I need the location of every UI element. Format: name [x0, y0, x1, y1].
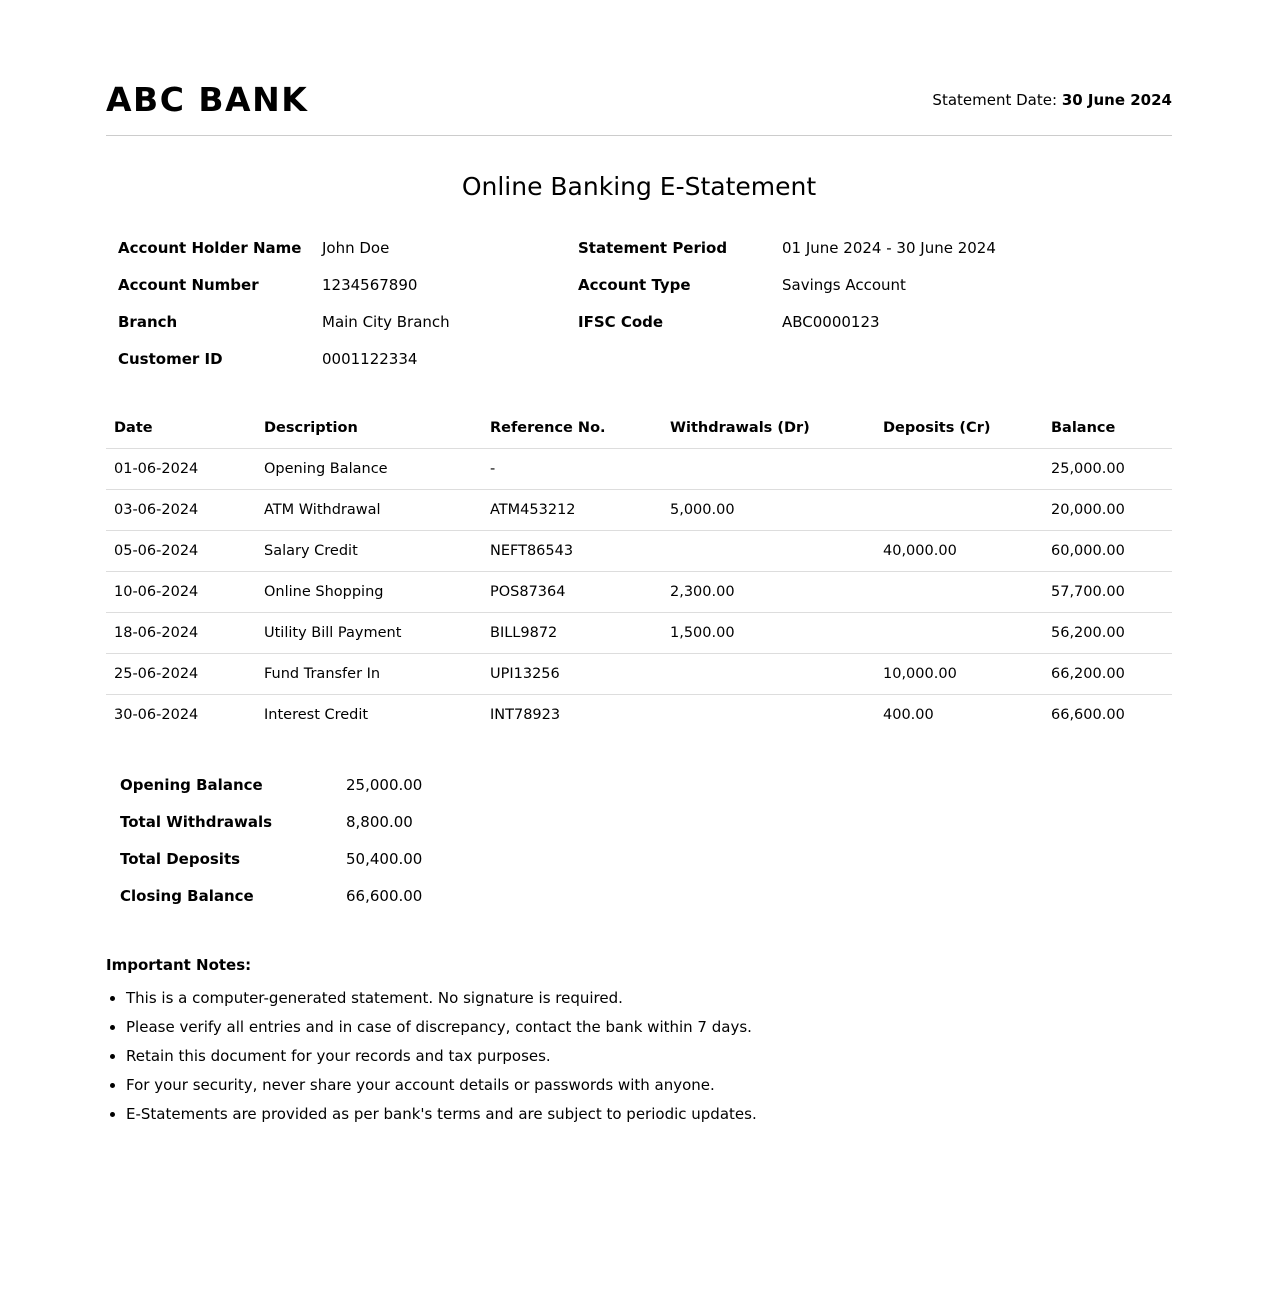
tx-description: ATM Withdrawal — [256, 490, 482, 531]
summary-deposits-value: 50,400.00 — [346, 849, 423, 868]
account-holder-label: Account Holder Name — [118, 238, 302, 257]
branch-label: Branch — [118, 312, 178, 331]
tx-withdrawal: 2,300.00 — [662, 572, 875, 613]
list-item: • Please verify all entries and in case of discrepancy, contact the bank within 7 days. — [126, 1013, 1172, 1042]
account-type-label: Account Type — [578, 275, 691, 294]
summary-opening-label: Opening Balance — [120, 775, 263, 794]
summary-row — [106, 877, 422, 914]
tx-reference: POS87364 — [482, 572, 662, 613]
statement-period-label: Statement Period — [578, 238, 728, 257]
tx-withdrawal: 1,500.00 — [662, 613, 875, 654]
tx-withdrawal: 5,000.00 — [662, 490, 875, 531]
column-header-deposits: Deposits (Cr) — [875, 408, 1043, 449]
tx-reference: INT78923 — [490, 707, 561, 723]
list-item: • Retain this document for your records and tax purposes. — [126, 1042, 1172, 1071]
transactions-table — [106, 408, 1172, 735]
statement-date — [932, 91, 1172, 109]
summary-opening-value: 25,000.00 — [346, 775, 423, 794]
tx-balance: 25,000.00 — [1043, 449, 1172, 490]
tx-date: 03-06-2024 — [106, 490, 256, 531]
tx-balance: 20,000.00 — [1043, 490, 1172, 531]
account-number-label: Account Number — [118, 275, 259, 294]
column-header-description: Description — [256, 408, 482, 449]
column-header-reference: Reference No. — [482, 408, 662, 449]
table-row — [106, 449, 1172, 490]
notes-title: Important Notes: — [106, 956, 252, 974]
summary-table — [106, 766, 422, 914]
statement-date-value: 30 June 2024 — [1061, 91, 1172, 109]
tx-reference: - — [482, 449, 662, 490]
table-row — [106, 695, 1172, 736]
summary-closing-value: 66,600.00 — [346, 886, 423, 905]
account-number-value: 1234567890 — [322, 275, 418, 294]
tx-withdrawal — [662, 531, 875, 572]
statement-page — [106, 0, 1172, 1129]
column-header-date: Date — [106, 408, 256, 449]
tx-reference: NEFT86543 — [482, 531, 662, 572]
tx-reference: ATM453212 — [482, 490, 662, 531]
account-info-row — [106, 340, 996, 377]
tx-withdrawal — [662, 695, 875, 736]
list-item: • For your security, never share your account details or passwords with anyone. — [126, 1071, 1172, 1100]
tx-date: 01-06-2024 — [106, 449, 256, 490]
ifsc-code-label: IFSC Code — [578, 312, 664, 331]
account-info-row — [106, 303, 996, 340]
summary-withdrawals-label: Total Withdrawals — [120, 812, 273, 831]
tx-date: 05-06-2024 — [106, 531, 256, 572]
ifsc-code-value: ABC0000123 — [782, 312, 880, 331]
tx-deposit: 10,000.00 — [875, 654, 1043, 695]
table-row — [106, 572, 1172, 613]
statement-header — [106, 80, 1172, 136]
tx-description: Opening Balance — [256, 449, 482, 490]
tx-deposit — [875, 613, 1043, 654]
table-row — [106, 613, 1172, 654]
tx-description: Fund Transfer In — [256, 654, 482, 695]
tx-description: Salary Credit — [256, 531, 482, 572]
list-item: • This is a computer-generated statement. No signature is required. — [126, 984, 1172, 1013]
account-info-row — [106, 266, 996, 303]
tx-date: 30-06-2024 — [114, 707, 199, 723]
tx-reference: UPI13256 — [482, 654, 662, 695]
list-item: • E-Statements are provided as per bank's terms and are subject to periodic updates. — [126, 1100, 1172, 1129]
notes-list — [106, 984, 1172, 1129]
account-type-value: Savings Account — [782, 275, 906, 294]
account-info-row — [106, 229, 996, 266]
statement-period-value: 01 June 2024 - 30 June 2024 — [782, 238, 996, 257]
tx-balance: 60,000.00 — [1043, 531, 1172, 572]
customer-id-label: Customer ID — [118, 349, 223, 368]
tx-reference: BILL9872 — [482, 613, 662, 654]
summary-deposits-label: Total Deposits — [120, 849, 241, 868]
tx-withdrawal — [662, 449, 875, 490]
tx-deposit — [875, 490, 1043, 531]
table-row — [106, 490, 1172, 531]
tx-description: Online Shopping — [256, 572, 482, 613]
tx-balance: 66,200.00 — [1043, 654, 1172, 695]
account-info-table — [106, 229, 996, 377]
tx-date: 18-06-2024 — [106, 613, 256, 654]
table-row — [106, 654, 1172, 695]
table-row — [106, 531, 1172, 572]
summary-row — [106, 766, 422, 803]
summary-closing-label: Closing Balance — [120, 886, 254, 905]
tx-balance: 57,700.00 — [1043, 572, 1172, 613]
tx-description: Utility Bill Payment — [256, 613, 482, 654]
tx-deposit: 400.00 — [883, 707, 934, 723]
column-header-withdrawals: Withdrawals (Dr) — [662, 408, 875, 449]
branch-value: Main City Branch — [322, 312, 450, 331]
summary-row — [106, 840, 422, 877]
tx-date: 25-06-2024 — [106, 654, 256, 695]
customer-id-value: 0001122334 — [322, 349, 418, 368]
column-header-balance: Balance — [1043, 408, 1172, 449]
tx-deposit — [875, 449, 1043, 490]
important-notes — [106, 954, 1172, 1129]
tx-deposit: 40,000.00 — [875, 531, 1043, 572]
statement-date-label: Statement Date: — [932, 91, 1058, 109]
transactions-header-row — [106, 408, 1172, 449]
tx-description: Interest Credit — [264, 707, 369, 723]
tx-withdrawal — [662, 654, 875, 695]
tx-balance: 56,200.00 — [1043, 613, 1172, 654]
page-title: Online Banking E-Statement — [461, 172, 817, 201]
bank-name: ABC BANK — [106, 80, 309, 119]
tx-balance: 66,600.00 — [1051, 707, 1125, 723]
summary-row — [106, 803, 422, 840]
tx-date: 10-06-2024 — [106, 572, 256, 613]
tx-deposit — [875, 572, 1043, 613]
summary-withdrawals-value: 8,800.00 — [346, 812, 413, 831]
account-holder-value: John Doe — [322, 238, 390, 257]
